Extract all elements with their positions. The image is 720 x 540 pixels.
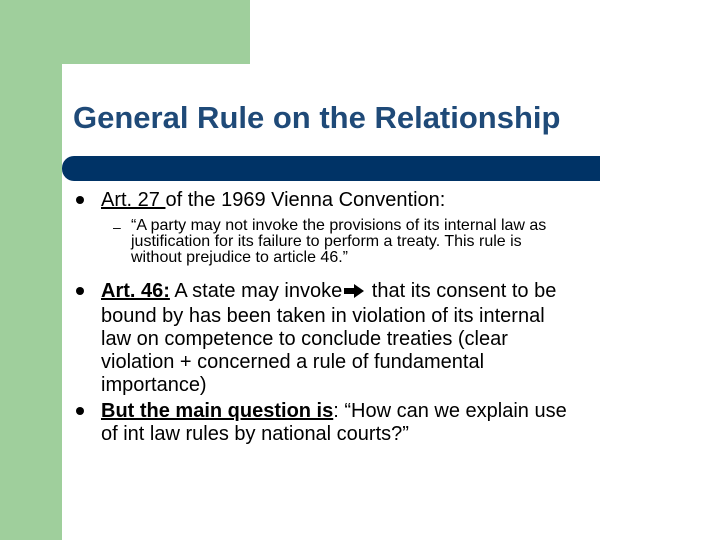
bullet-2-text-start: A state may invoke	[169, 280, 343, 302]
quote-line-1: “A party may not invoke the provisions of its internal law as	[131, 217, 547, 234]
bullet-2	[101, 280, 556, 397]
bullet-2-line-3: law on competence to conclude treaties (clear	[101, 328, 508, 350]
quote-line-3: without prejudice to article 46.”	[131, 249, 348, 266]
bullet-2-line-5: importance)	[101, 374, 207, 396]
quote-line-2: justification for its failure to perform a treaty. This rule is	[131, 233, 522, 250]
link-art-27[interactable]: Art. 27	[101, 189, 166, 211]
decorative-green-left-bar	[0, 0, 62, 540]
slide-title: General Rule on the Relationship	[73, 100, 561, 135]
sub-bullet-quote	[131, 218, 546, 266]
title-underline-bar	[62, 156, 600, 181]
bullet-1	[101, 189, 445, 212]
bullet-2-line-4: violation + concerned a rule of fundamental	[101, 351, 485, 373]
bullet-3-line-2: of int law rules by national courts?”	[101, 423, 409, 445]
link-main-question[interactable]: But the main question is	[101, 400, 334, 422]
bullet-2-text-end: that its consent to be	[366, 280, 557, 302]
bullet-3-line-1	[101, 400, 567, 423]
bullet-1-text: of the 1969 Vienna Convention:	[165, 189, 446, 211]
bullet-2-line-1	[101, 280, 556, 305]
bullet-3-text: : “How can we explain use	[333, 400, 567, 422]
link-art-46[interactable]: Art. 46:	[101, 280, 170, 302]
bullet-dot-1	[76, 196, 84, 204]
bullet-dot-3	[76, 407, 84, 415]
bullet-2-line-2: bound by has been taken in violation of its internal	[101, 305, 545, 327]
bullet-dot-2	[76, 287, 84, 295]
sub-bullet-dash: –	[113, 219, 121, 235]
right-arrow-icon	[343, 282, 365, 305]
bullet-3	[101, 400, 567, 446]
